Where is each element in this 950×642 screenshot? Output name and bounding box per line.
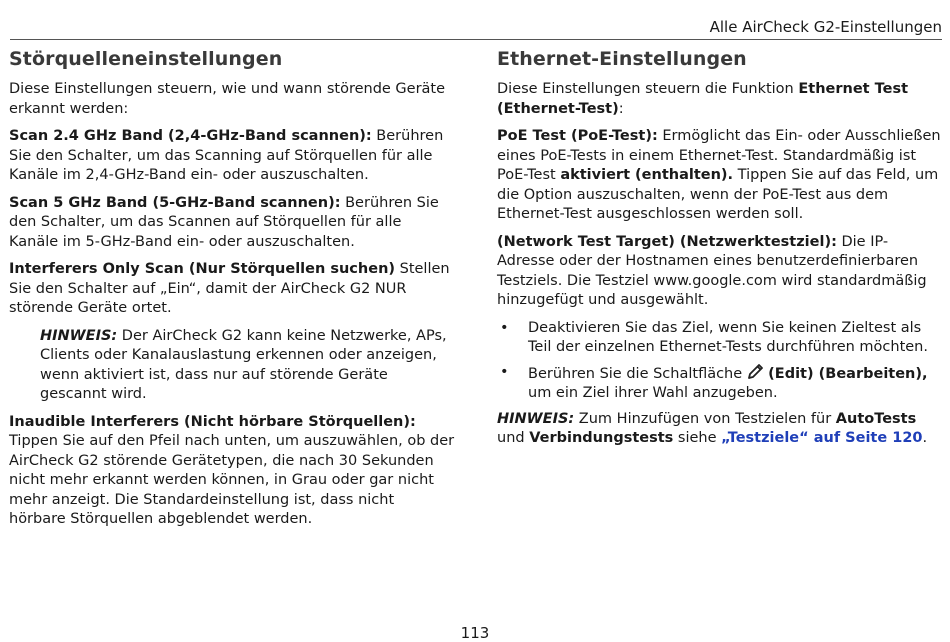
ethernet-intro-text: Diese Einstellungen steuern die Funktion — [497, 81, 799, 97]
target-text: Die IP-Adresse oder der Hostnamen eines benutzerdefinierbaren Testziels. Die Testziel www.google.com wird standardmäßig hinzugefügt und ausgewählt. — [497, 233, 927, 308]
target-term: (Network Test Target) (Netzwerktestziel): — [497, 233, 837, 250]
section-heading-ethernet: Ethernet-Einstellungen — [497, 48, 747, 70]
note-text-d: . — [922, 430, 928, 446]
note-text-a: Zum Hinzufügen von Testzielen für — [574, 410, 836, 427]
poe-paragraph — [497, 127, 943, 225]
ethernet-note — [497, 410, 943, 449]
ethernet-settings-section — [497, 48, 943, 457]
ethernet-test-term: Ethernet Test (Ethernet-Test) — [497, 81, 909, 117]
interferers-only-text: Stellen Sie den Schalter auf „Ein“, damit der AirCheck G2 NUR störende Geräte ortet. — [9, 261, 450, 316]
scan-5-text: Berühren Sie den Schalter, um das Scannen auf Störquellen für alle Kanäle im 5-GHz-Band ein- oder auszuschalten. — [9, 194, 439, 250]
page-number: 113 — [460, 624, 490, 642]
interference-note — [40, 327, 455, 405]
ethernet-intro-colon: : — [618, 100, 624, 117]
poe-term: PoE Test (PoE-Test): — [497, 128, 658, 144]
poe-text-a: Ermöglicht das Ein- oder Ausschließen eines PoE-Tests in einem Ethernet-Test. Standardmäßig ist PoE-Test — [497, 128, 941, 183]
bullet-2-text-b: um ein Ziel ihrer Wahl anzugeben. — [528, 385, 778, 401]
verbindungstests-term: Verbindungstests — [529, 430, 674, 446]
header-title: Alle AirCheck G2-Einstellungen — [709, 18, 942, 36]
interferers-only-term: Interferers Only Scan (Nur Störquellen suchen) — [9, 261, 396, 277]
inaudible-text: Tippen Sie auf den Pfeil nach unten, um auszuwählen, ob der AirCheck G2 störende Gerätetypen, die nach 30 Sekunden nicht mehr erkannt werden können, in Grau oder gar nicht mehr anzeigt. Die Standardeinstellung ist, dass nicht hörbare Störquellen abgeblendet werden. — [9, 433, 455, 527]
poe-default: aktiviert (enthalten). — [560, 167, 734, 183]
scan-5-paragraph — [9, 194, 455, 253]
note-label: HINWEIS: — [40, 327, 118, 344]
bullet-2-text-a: Berühren Sie die Schaltfläche — [528, 365, 743, 382]
pencil-icon — [746, 363, 766, 381]
list-item — [497, 319, 943, 358]
bullet-1-text: Deaktivieren Sie das Ziel, wenn Sie keinen Zieltest als Teil der einzelnen Ethernet-Tests durchführen möchten. — [528, 319, 928, 355]
poe-text-b: Tippen Sie auf das Feld, um die Option auszuschalten, wenn der PoE-Test aus dem Ethernet-Test ausgeschlossen werden soll. — [497, 167, 939, 222]
interference-intro: Diese Einstellungen steuern, wie und wann störende Geräte erkannt werden: — [9, 81, 446, 117]
bullet-marker: • — [500, 363, 509, 380]
interferers-only-paragraph — [9, 260, 455, 319]
note-text-b: und — [497, 430, 530, 446]
scan-5-term: Scan 5 GHz Band (5-GHz-Band scannen): — [9, 194, 341, 211]
scan-24-paragraph — [9, 127, 455, 186]
ethernet-intro — [497, 80, 943, 119]
testziele-link[interactable]: „Testziele“ auf Seite 120 — [721, 430, 923, 446]
autotests-term: AutoTests — [835, 410, 917, 427]
interference-settings-section — [9, 48, 455, 538]
target-bullet-list — [497, 319, 943, 404]
bullet-marker: • — [500, 319, 509, 336]
section-heading-interference: Störquelleneinstellungen — [9, 48, 283, 70]
page-header — [10, 18, 942, 40]
edit-button-label: (Edit) (Bearbeiten), — [768, 365, 928, 382]
inaudible-term: Inaudible Interferers (Nicht hörbare Störquellen): — [9, 413, 416, 430]
target-paragraph — [497, 233, 943, 311]
note-label: HINWEIS: — [497, 410, 575, 427]
list-item — [497, 363, 943, 404]
note-text: Der AirCheck G2 kann keine Netzwerke, APs, Clients oder Kanalauslastung erkennen oder anzeigen, wenn aktiviert ist, dass nur auf störende Geräte gescannt wird. — [40, 327, 447, 402]
inaudible-paragraph — [9, 413, 455, 530]
scan-24-term: Scan 2.4 GHz Band (2,4-GHz-Band scannen): — [9, 128, 372, 144]
scan-24-text: Berühren Sie den Schalter, um das Scanning auf Störquellen für alle Kanäle im 2,4-GHz-Band ein- oder auszuschalten. — [9, 128, 444, 183]
note-text-c: siehe — [673, 430, 722, 446]
